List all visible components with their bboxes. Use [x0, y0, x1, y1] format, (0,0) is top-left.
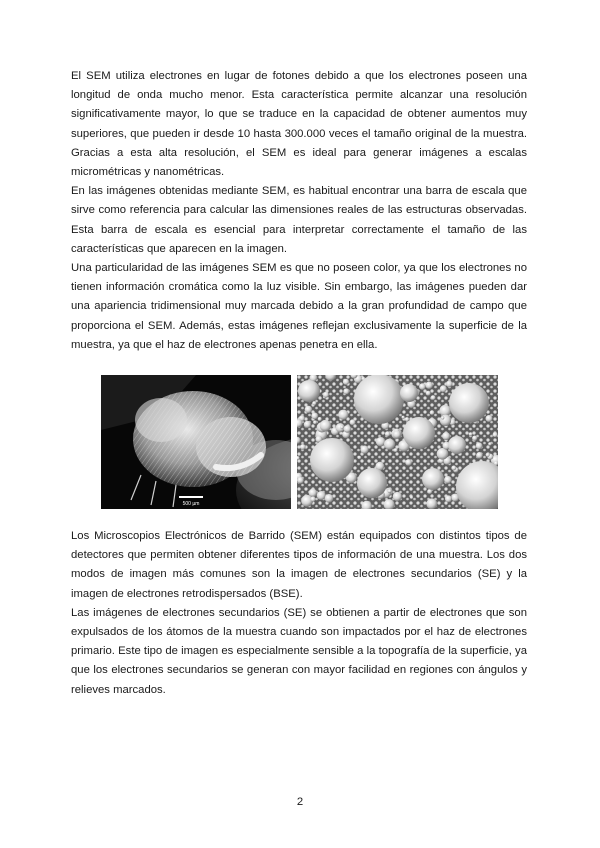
small-sphere — [384, 439, 395, 450]
small-sphere — [441, 416, 444, 419]
small-sphere — [469, 432, 473, 436]
small-sphere — [440, 385, 447, 392]
small-sphere — [419, 383, 426, 390]
scale-bar-label: 500 µm — [182, 501, 200, 507]
page-number: 2 — [296, 796, 304, 808]
small-sphere — [437, 448, 449, 460]
small-sphere — [313, 420, 317, 424]
small-sphere — [358, 456, 362, 460]
small-sphere — [300, 444, 306, 450]
small-sphere — [304, 421, 311, 428]
small-sphere — [385, 431, 390, 436]
small-sphere — [311, 413, 318, 420]
small-sphere — [445, 495, 452, 502]
small-sphere — [493, 432, 498, 437]
small-sphere — [312, 401, 316, 405]
small-sphere — [486, 453, 490, 457]
small-sphere — [343, 379, 349, 385]
paragraph-scale-bar: En las imágenes obtenidas mediante SEM, es habitual encontrar una barra de escala que sirve como referencia para calcular las dimensiones reales de las estructuras observadas. Esta barra de escala es esencial para interpretar correctamente el tamaño de las características que aparecen en la imagen. — [71, 185, 527, 255]
small-sphere — [388, 489, 392, 493]
paragraph-no-color: Una particularidad de las imágenes SEM es que no poseen color, ya que los electrones no tienen información cromática como la luz visible. Sin embargo, las imágenes pueden dar una apariencia tridimensional muy marcada debido a la gran profundidad de campo que proporciona el SEM. Además, estas imágenes reflejan exclusivamente la superficie de la muestra, ya que el haz de electrones apenas penetra en ella. — [71, 262, 527, 351]
small-sphere — [442, 432, 450, 440]
small-sphere — [431, 395, 436, 400]
small-sphere — [446, 381, 453, 388]
sem-image-insect — [101, 375, 291, 509]
small-sphere — [350, 419, 356, 425]
sem-image-spheres — [297, 375, 498, 509]
small-sphere — [338, 410, 348, 420]
paragraph-sem-resolution: El SEM utiliza electrones en lugar de fotones debido a que los electrones poseen una longitud de onda mucho menor. Esta característica permite alcanzar una resolución significativamente mayor, lo que se traduce en la capacidad de obtener aumentos muy superiores, que pueden ir desde 10 hasta 300.000 veces el tamaño original de la muestra. Gracias a esta alta resolución, el SEM es ideal para generar imágenes a escalas micrométricas y nanométricas. — [71, 70, 527, 179]
small-sphere — [394, 448, 398, 452]
small-sphere — [405, 417, 409, 421]
small-sphere — [305, 406, 312, 413]
small-sphere — [488, 442, 491, 445]
small-sphere — [486, 415, 493, 422]
small-sphere — [323, 392, 329, 398]
small-sphere — [340, 426, 343, 429]
small-sphere — [430, 410, 435, 415]
small-sphere — [476, 442, 483, 449]
small-sphere — [310, 497, 315, 502]
small-sphere — [444, 476, 452, 484]
small-sphere — [402, 416, 405, 419]
small-sphere — [344, 425, 352, 433]
small-sphere — [440, 415, 451, 426]
small-sphere — [405, 459, 412, 466]
small-sphere — [426, 498, 437, 509]
small-sphere — [472, 436, 477, 441]
paragraph-secondary-electrons: Las imágenes de electrones secundarios (SE) se obtienen a partir de electrones que son expulsados de los átomos de la muestra cuando son impactados por el haz de electrones primario. Este tipo de imagen es especialmente sensible a la topografía de la superficie, ya que los electrones secundarios se generan con mayor facilidad en regiones con ángulos y relieves marcados. — [71, 606, 527, 696]
small-sphere — [318, 417, 322, 421]
small-sphere — [426, 391, 431, 396]
small-sphere — [317, 491, 326, 500]
small-sphere — [320, 420, 331, 431]
small-sphere — [376, 437, 385, 446]
small-sphere — [393, 430, 401, 438]
small-sphere — [476, 452, 483, 459]
small-sphere — [451, 466, 456, 471]
small-sphere — [360, 446, 368, 454]
text-section-1 — [71, 67, 527, 355]
small-sphere — [325, 494, 334, 503]
text-section-2 — [71, 527, 527, 700]
small-sphere — [410, 496, 413, 499]
small-sphere — [425, 382, 432, 389]
small-sphere — [343, 388, 349, 394]
paragraph-detectors: Los Microscopios Electrónicos de Barrido (SEM) están equipados con distintos tipos de detectores que permiten obtener diferentes tipos de información de una muestra. Los dos modos de imagen más comunes son la imagen de electrones secundarios (SE) y la imagen de electrones retrodispersados (BSE). — [71, 530, 527, 600]
small-sphere — [297, 477, 304, 484]
small-sphere — [393, 492, 402, 501]
